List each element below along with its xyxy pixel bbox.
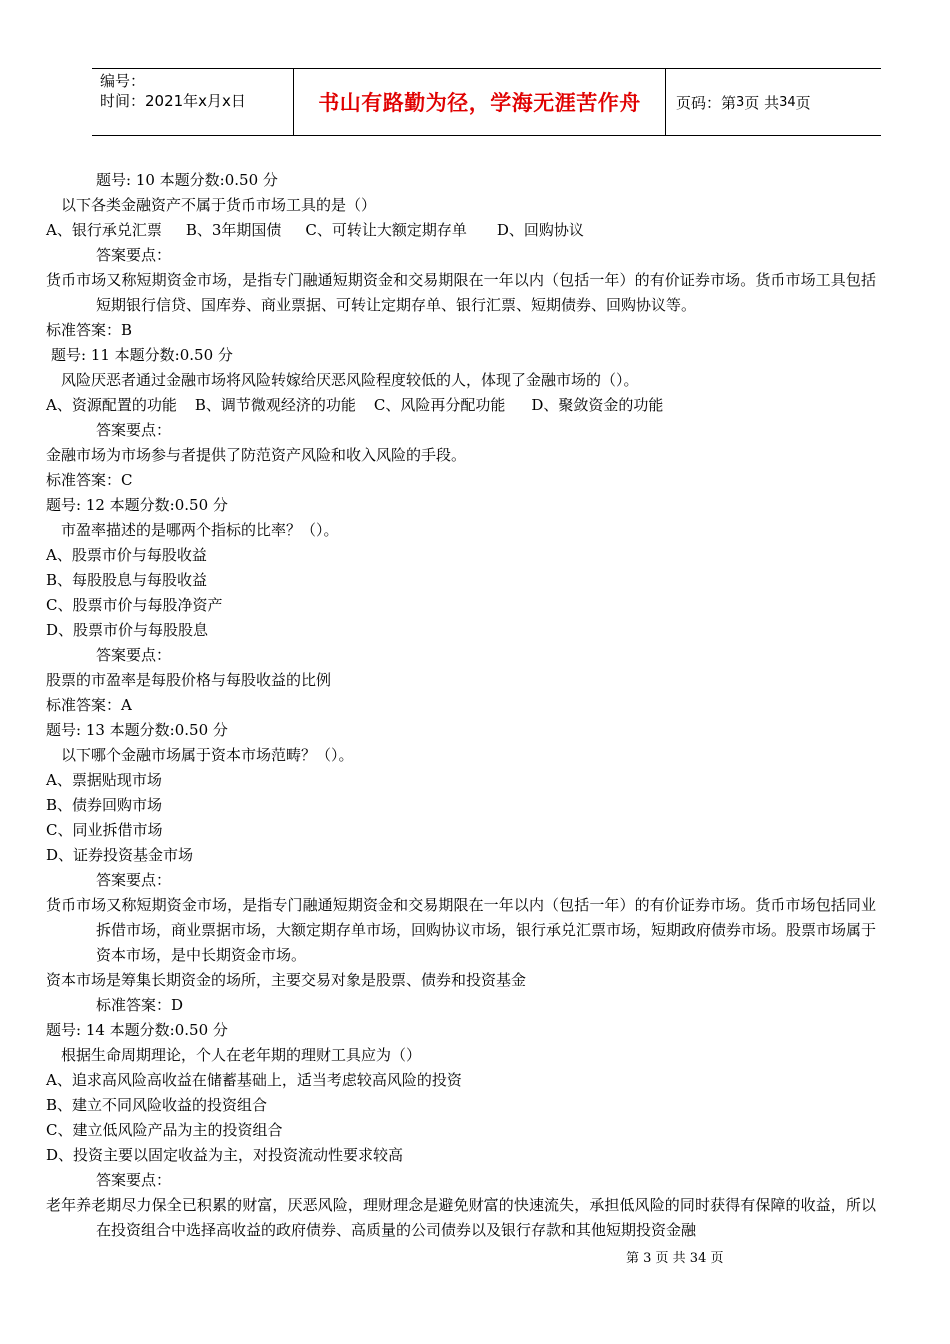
question-11-options [46,393,876,418]
question-11-title: 题号: 11 本题分数:0.50 分 [51,346,233,364]
option-a: A、股票市价与每股收益 [46,546,207,564]
question-10-stem: 以下各类金融资产不属于货币市场工具的是（） [61,196,377,214]
question-13-explanation-2: 资本市场是筹集长期资金的场所，主要交易对象是股票、债券和投资基金 [46,971,527,989]
option-a: A、资源配置的功能 [46,396,177,414]
answer-key-label: 答案要点： [96,871,172,889]
page-suffix: 页 [795,93,811,112]
answer-key-label: 答案要点： [96,246,172,264]
question-14-explanation: 老年养老期尽力保全已积累的财富，厌恶风险，理财理念是避免财富的快速流失，承担低风险的同时获得有保障的收益，所以在投资组合中选择高收益的政府债券、高质量的公司债券以及银行存款和其他短期投资金融 [46,1196,876,1239]
question-14-title: 题号: 14 本题分数:0.50 分 [46,1021,228,1039]
question-13-title: 题号: 13 本题分数:0.50 分 [46,721,228,739]
header-motto: 书山有路勤为径，学海无涯苦作舟 [293,69,666,135]
option-c: C、股票市价与每股净资产 [46,596,223,614]
option-b: B、调节微观经济的功能 [194,396,356,414]
option-a: A、追求高风险高收益在储蓄基础上，适当考虑较高风险的投资 [46,1071,462,1089]
question-13-answer: 标准答案：D [96,996,184,1014]
option-d: D、股票市价与每股股息 [46,621,209,639]
option-d: D、回购协议 [496,221,584,239]
page-mid: 页 共 [744,93,780,112]
option-a: A、票据贴现市场 [46,771,162,789]
answer-key-label: 答案要点： [96,1171,172,1189]
question-12-stem: 市盈率描述的是哪两个指标的比率？（）。 [61,521,339,539]
page-header [92,68,881,136]
question-10-answer: 标准答案：B [46,321,133,339]
answer-key-label: 答案要点： [96,646,172,664]
question-12-explanation: 股票的市盈率是每股价格与每股收益的比例 [46,671,332,689]
question-11-answer: 标准答案：C [46,471,133,489]
page-total: 34 [779,94,796,110]
question-14-stem: 根据生命周期理论，个人在老年期的理财工具应为（） [61,1046,422,1064]
page-num: 3 [736,94,745,110]
header-page-number [666,69,881,135]
question-11-explanation: 金融市场为市场参与者提供了防范资产风险和收入风险的手段。 [46,446,467,464]
question-10-options [46,218,876,243]
page-prefix: 页码：第 [676,93,737,112]
header-meta [92,69,293,135]
number-label: 编号： [100,72,146,90]
question-10-title: 题号: 10 本题分数:0.50 分 [96,171,278,189]
question-10-explanation: 货币市场又称短期资金市场，是指专门融通短期资金和交易期限在一年以内（包括一年）的有价证券市场。货币市场工具包括短期银行信贷、国库券、商业票据、可转让定期存单、银行汇票、短期债券、回购协议等。 [46,271,876,314]
question-12-title: 题号: 12 本题分数:0.50 分 [46,496,228,514]
question-12-answer: 标准答案：A [46,696,132,714]
question-11-stem: 风险厌恶者通过金融市场将风险转嫁给厌恶风险程度较低的人，体现了金融市场的（）。 [61,371,639,389]
option-b: B、3年期国债 [185,221,282,239]
option-c: C、建立低风险产品为主的投资组合 [46,1121,283,1139]
option-b: B、每股股息与每股收益 [46,571,208,589]
document-body [46,168,876,1243]
option-c: C、可转让大额定期存单 [305,221,467,239]
option-b: B、建立不同风险收益的投资组合 [46,1096,268,1114]
option-c: C、风险再分配功能 [373,396,506,414]
time-label: 时间：2021年x月x日 [100,92,246,110]
option-d: D、聚敛资金的功能 [531,396,664,414]
option-d: D、投资主要以固定收益为主，对投资流动性要求较高 [46,1146,404,1164]
option-c: C、同业拆借市场 [46,821,163,839]
option-d: D、证券投资基金市场 [46,846,194,864]
answer-key-label: 答案要点： [96,421,172,439]
option-b: B、债券回购市场 [46,796,163,814]
question-13-explanation: 货币市场又称短期资金市场，是指专门融通短期资金和交易期限在一年以内（包括一年）的有价证券市场。货币市场包括同业拆借市场，商业票据市场，大额定期存单市场，回购协议市场，银行承兑汇票市场，短期政府债券市场。股票市场属于资本市场，是中长期资金市场。 [46,896,877,964]
question-13-stem: 以下哪个金融市场属于资本市场范畴？（）。 [61,746,354,764]
option-a: A、银行承兑汇票 [46,221,162,239]
page-footer: 第 3 页 共 34 页 [626,1251,724,1266]
